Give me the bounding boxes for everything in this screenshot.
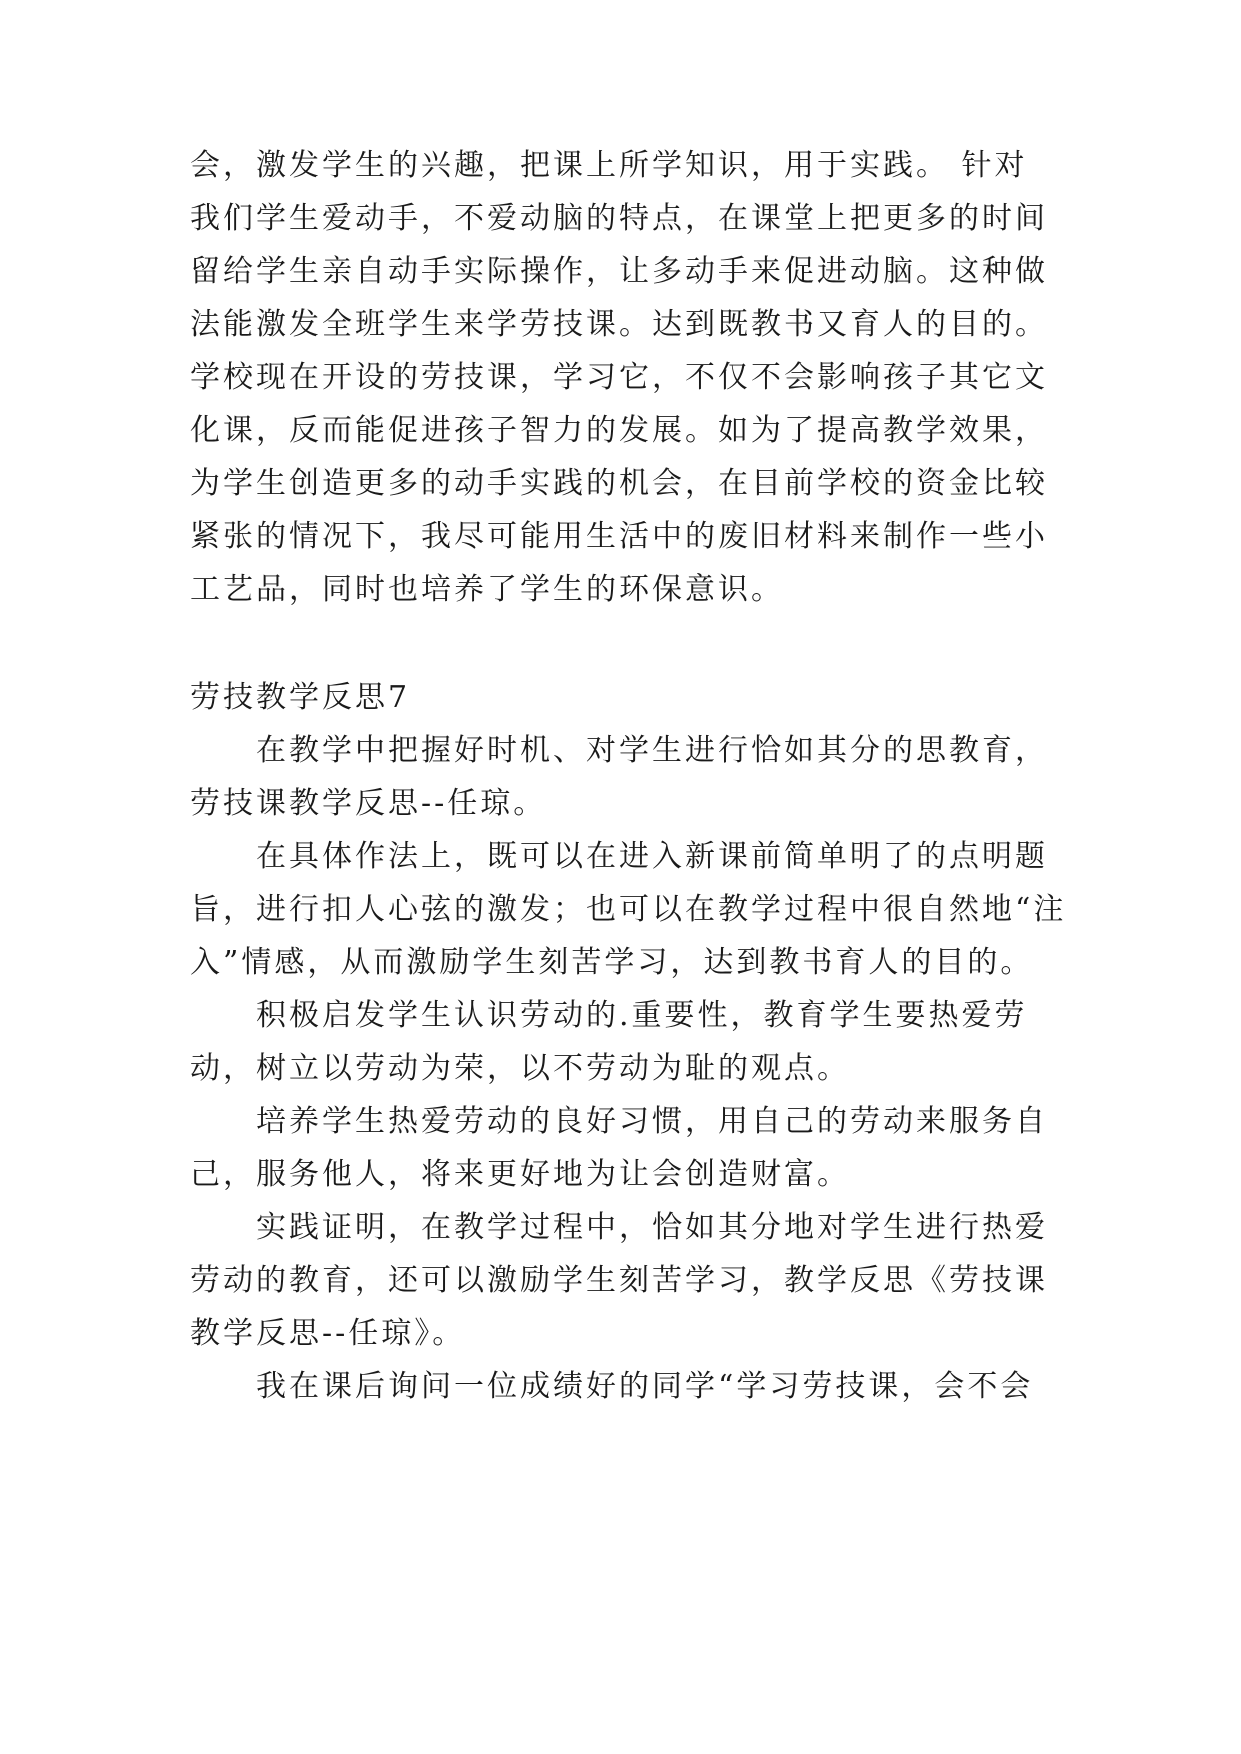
- body-text-line: 我们学生爱动手，不爱动脑的特点，在课堂上把更多的时间: [190, 201, 1048, 236]
- body-text-line: 化课，反而能促进孩子智力的发展。如为了提高教学效果，: [190, 413, 1048, 448]
- body-text-line: 教学反思--任琼》。: [190, 1316, 466, 1351]
- body-text-line: 会，激发学生的兴趣，把课上所学知识，用于实践。 针对: [190, 148, 1028, 183]
- body-text-line: 在教学中把握好时机、对学生进行恰如其分的思教育，: [256, 733, 1048, 768]
- body-text-line: 旨，进行扣人心弦的激发；也可以在教学过程中很自然地“注: [190, 892, 1067, 927]
- body-text-line: 实践证明，在教学过程中，恰如其分地对学生进行热爱: [256, 1210, 1048, 1245]
- body-text-line: 劳技课教学反思--任琼。: [190, 786, 547, 821]
- body-text-line: 紧张的情况下，我尽可能用生活中的废旧材料来制作一些小: [190, 519, 1048, 554]
- body-text-line: 在具体作法上，既可以在进入新课前简单明了的点明题: [256, 839, 1048, 874]
- body-text-line: 入”情感，从而激励学生刻苦学习，达到教书育人的目的。: [190, 945, 1034, 980]
- body-text-line: 积极启发学生认识劳动的.重要性，教育学生要热爱劳: [256, 998, 1028, 1033]
- section-heading: 劳技教学反思7: [190, 680, 411, 715]
- body-text-line: 学校现在开设的劳技课，学习它，不仅不会影响孩子其它文: [190, 360, 1048, 395]
- body-text-line: 己，服务他人，将来更好地为让会创造财富。: [190, 1157, 850, 1192]
- body-text-line: 培养学生热爱劳动的良好习惯，用自己的劳动来服务自: [256, 1104, 1048, 1139]
- body-text-line: 为学生创造更多的动手实践的机会，在目前学校的资金比较: [190, 466, 1048, 501]
- body-text-line: 留给学生亲自动手实际操作，让多动手来促进动脑。这种做: [190, 254, 1048, 289]
- body-text-line: 工艺品，同时也培养了学生的环保意识。: [190, 572, 784, 607]
- body-text-line: 法能激发全班学生来学劳技课。达到既教书又育人的目的。: [190, 307, 1048, 342]
- body-text-line: 我在课后询问一位成绩好的同学“学习劳技课，会不会: [256, 1369, 1034, 1404]
- body-text-line: 劳动的教育，还可以激励学生刻苦学习，教学反思《劳技课: [190, 1263, 1048, 1298]
- body-text-line: 动，树立以劳动为荣，以不劳动为耻的观点。: [190, 1051, 850, 1086]
